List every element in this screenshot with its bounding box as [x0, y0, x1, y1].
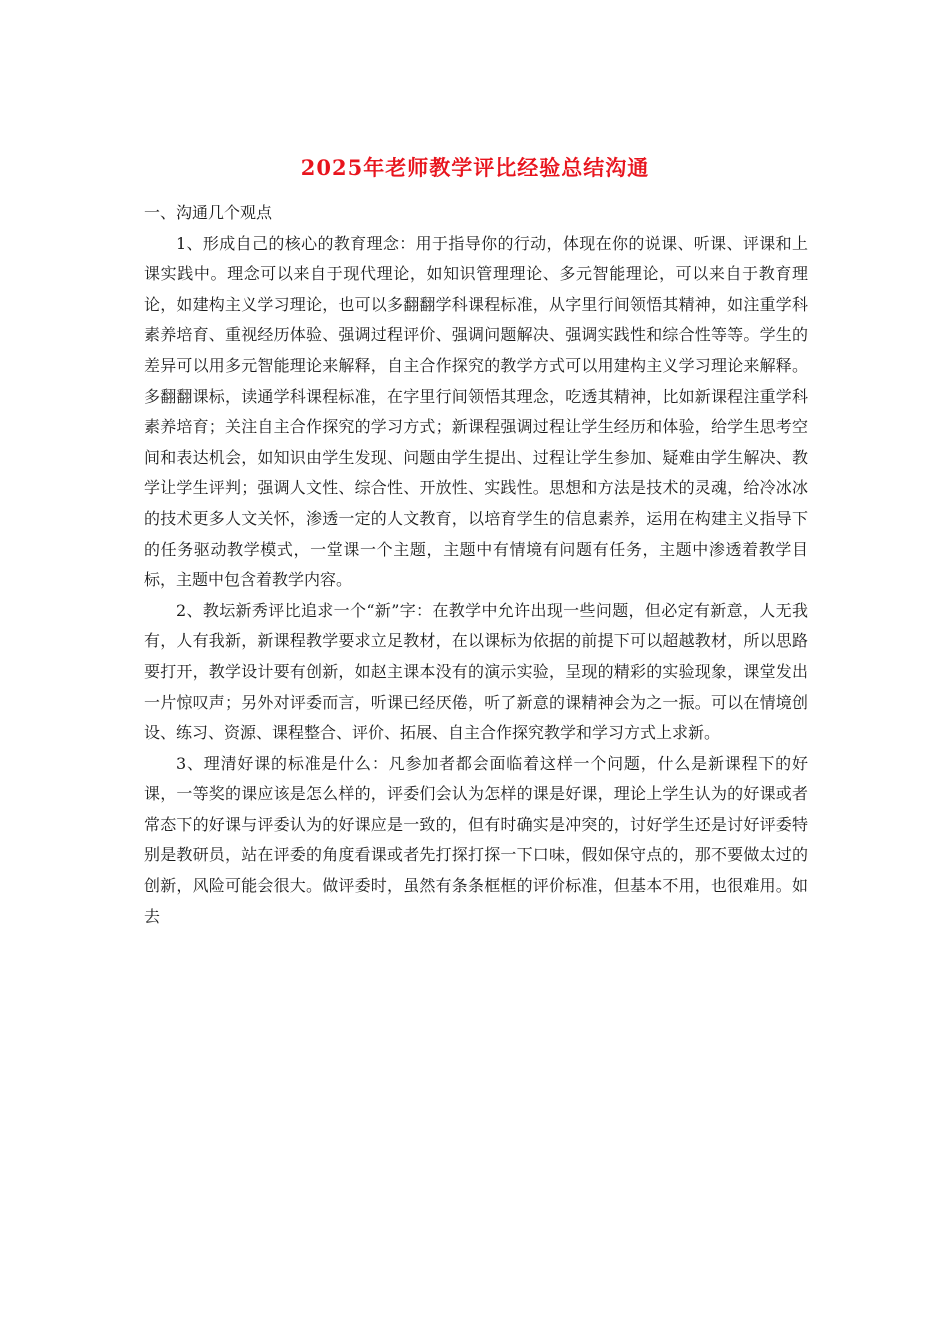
paragraph: 1、形成自己的核心的教育理念：用于指导你的行动，体现在你的说课、听课、评课和上课实践中。理念可以来自于现代理论，如知识管理理论、多元智能理论，可以来自于教育理论，如建构主义学习理论，也可以多翻翻学科课程标准，从字里行间领悟其精神，如注重学科素养培育、重视经历体验、强调过程评价、强调问题解决、强调实践性和综合性等等。学生的差异可以用多元智能理论来解释，自主合作探究的教学方式可以用建构主义学习理论来解释。多翻翻课标，读通学科课程标准，在字里行间领悟其理念，吃透其精神，比如新课程注重学科素养培育；关注自主合作探究的学习方式；新课程强调过程让学生经历和体验，给学生思考空间和表达机会，如知识由学生发现、问题由学生提出、过程让学生参加、疑难由学生解决、教学让学生评判；强调人文性、综合性、开放性、实践性。思想和方法是技术的灵魂，给冷冰冰的技术更多人文关怀，渗透一定的人文教育，以培育学生的信息素养，运用在构建主义指导下的任务驱动教学模式，一堂课一个主题，主题中有情境有问题有任务，主题中渗透着教学目标，主题中包含着教学内容。 — [144, 233, 808, 590]
section-heading: 一、沟通几个观点 — [144, 203, 273, 222]
document-title: 2025年老师教学评比经验总结沟通 — [300, 155, 650, 180]
document-body — [144, 198, 808, 932]
paragraph: 3、理清好课的标准是什么：凡参加者都会面临着这样一个问题，什么是新课程下的好课，一等奖的课应该是怎么样的，评委们会认为怎样的课是好课，理论上学生认为的好课或者常态下的好课与评委认为的好课应是一致的，但有时确实是冲突的，讨好学生还是讨好评委特别是教研员，站在评委的角度看课或者先打探打探一下口味，假如保守点的，那不要做太过的创新，风险可能会很大。做评委时，虽然有条条框框的评价标准，但基本不用，也很难用。如去 — [144, 753, 808, 926]
paragraph: 2、教坛新秀评比追求一个“新”字：在教学中允许出现一些问题，但必定有新意，人无我有，人有我新，新课程教学要求立足教材，在以课标为依据的前提下可以超越教材，所以思路要打开，教学设计要有创新，如赵主课本没有的演示实验，呈现的精彩的实验现象，课堂发出一片惊叹声；另外对评委而言，听课已经厌倦，听了新意的课精神会为之一振。可以在情境创设、练习、资源、课程整合、评价、拓展、自主合作探究教学和学习方式上求新。 — [144, 600, 808, 743]
